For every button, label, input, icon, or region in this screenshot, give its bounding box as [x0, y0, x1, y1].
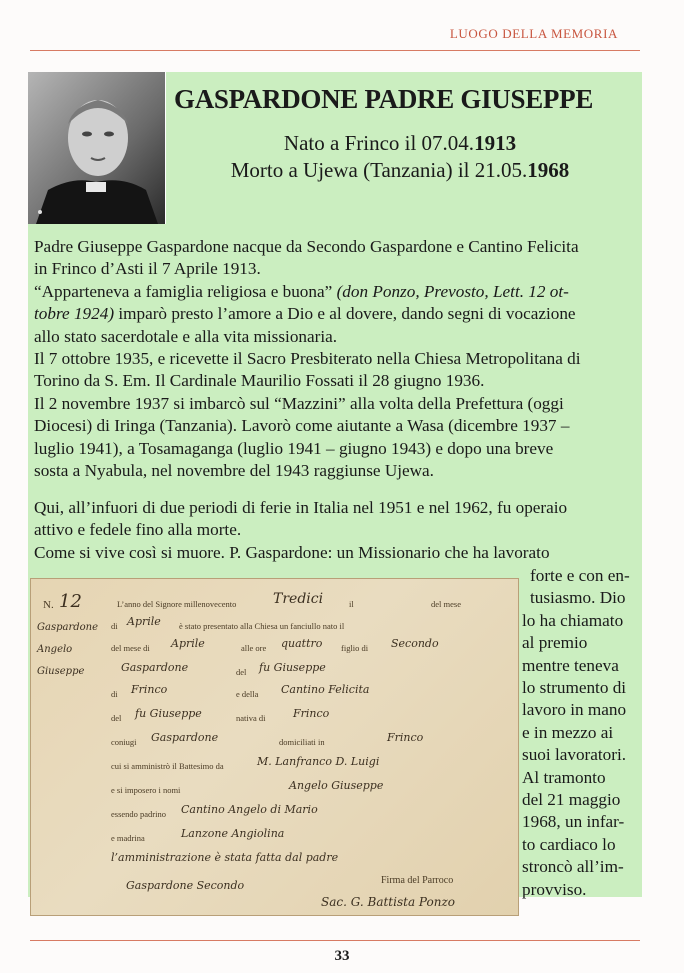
closing-line: Come si vive così si muore. P. Gaspardone: un Missionario che ha lavorato: [34, 542, 550, 562]
record-printed: nativa di: [236, 713, 266, 723]
baptism-record-image: [30, 578, 519, 916]
record-handwritten: M. Lanfranco D. Luigi: [257, 755, 380, 768]
side-line: to cardiaco lo: [522, 834, 616, 854]
record-printed: il: [349, 599, 354, 609]
record-printed: L’anno del Signore millenovecento: [117, 599, 237, 609]
record-printed: e della: [236, 689, 259, 699]
side-line: 1968, un infar-: [522, 812, 625, 832]
bio-line: Diocesi) di Iringa (Tanzania). Lavorò come aiutante a Wasa (dicembre 1937 –: [34, 416, 570, 436]
death-text: Morto a Ujewa (Tanzania) il 21.05.: [230, 158, 528, 182]
record-handwritten: Angelo Giuseppe: [289, 779, 384, 792]
bio-line: Il 2 novembre 1937 si imbarcò sul “Mazzini” alla volta della Prefettura (oggi: [34, 393, 564, 413]
bio-line: Torino da S. Em. Il Cardinale Maurilio Fossati il 28 giugno 1936.: [34, 371, 485, 391]
quote-citation: (don Ponzo, Prevosto, Lett. 12 ot-: [336, 281, 569, 301]
death-year: 1968: [527, 158, 570, 182]
record-handwritten: Gaspardone: [151, 731, 219, 744]
record-printed: e madrina: [111, 833, 145, 843]
side-line: stroncò all’im-: [522, 857, 624, 877]
record-handwritten: Lanzone Angiolina: [181, 827, 285, 840]
quote-line-continued: [34, 303, 634, 325]
death-line: [170, 158, 630, 183]
bio-line: Il 7 ottobre 1935, e ricevette il Sacro Presbiterato nella Chiesa Metropolitana di: [34, 349, 581, 369]
record-margin-name: Gaspardone Angelo Giuseppe: [37, 622, 99, 677]
quote-after-text: imparò presto l’amore a Dio e al dovere, dando segni di vocazione: [114, 304, 576, 324]
bio-line: sosta a Nyabula, nel novembre del 1943 raggiunse Ujewa.: [34, 461, 434, 481]
quote-citation-end: tobre 1924): [34, 304, 115, 324]
page-title: GASPARDONE PADRE GIUSEPPE: [174, 84, 594, 114]
record-printed: di: [111, 689, 118, 699]
biography-paragraph: [34, 236, 634, 482]
record-printed: e si imposero i nomi: [111, 785, 181, 795]
header-rule: [30, 50, 640, 51]
side-line: al premio: [522, 633, 588, 653]
record-printed: cui si amministrò il Battesimo da: [111, 761, 224, 771]
running-header: LUOGO DELLA MEMORIA: [449, 26, 618, 41]
record-printed: essendo padrino: [111, 809, 167, 819]
closing-line: Qui, all’infuori di due periodi di ferie in Italia nel 1951 e nel 1962, fu operaio: [34, 498, 568, 517]
record-printed: alle ore: [241, 643, 267, 653]
record-handwritten: Frinco: [131, 683, 168, 696]
record-handwritten: Cantino Felicita: [281, 683, 370, 696]
record-number-label: N.: [43, 599, 54, 611]
record-handwritten: fu Giuseppe: [135, 707, 202, 720]
quote-text: “Apparteneva a famiglia religiosa e buona”: [34, 281, 333, 301]
record-printed: Firma del Parroco: [381, 875, 454, 886]
side-line: suoi lavoratori.: [522, 745, 627, 765]
side-column-text: [522, 565, 642, 901]
record-number: 12: [59, 591, 82, 612]
side-line: Al tramonto: [522, 767, 606, 787]
side-line: tusiasmo. Dio: [530, 588, 626, 608]
record-handwritten: Tredici: [273, 591, 324, 607]
record-printed: è stato presentato alla Chiesa un fanciullo nato il: [179, 621, 345, 631]
page-number: 33: [334, 948, 350, 964]
record-printed: del: [111, 713, 122, 723]
record-priest-signature: Sac. G. Battista Ponzo: [321, 895, 456, 909]
side-line: e in mezzo ai: [522, 722, 614, 742]
record-handwritten: Frinco: [293, 707, 330, 720]
record-printed: di: [111, 621, 118, 631]
record-printed: coniugi: [111, 737, 137, 747]
side-line: del 21 maggio: [522, 790, 621, 810]
record-father-signature: Gaspardone Secondo: [126, 879, 245, 892]
side-line: lo strumento di: [522, 678, 627, 698]
record-handwritten: Gaspardone: [121, 661, 189, 674]
side-line: lavoro in mano: [522, 700, 627, 720]
quote-line: [34, 281, 634, 303]
portrait-photo: [28, 72, 166, 224]
side-line: forte e con en-: [530, 566, 630, 585]
bio-line: in Frinco d’Asti il 7 Aprile 1913.: [34, 259, 261, 279]
side-line: mentre teneva: [522, 655, 619, 675]
record-printed: del mese: [431, 599, 461, 609]
record-handwritten: quattro: [281, 637, 323, 650]
record-handwritten: Frinco: [387, 731, 424, 744]
record-handwritten: Cantino Angelo di Mario: [181, 803, 318, 816]
record-note: l’amministrazione è stata fatta dal padre: [111, 851, 339, 864]
record-handwritten: Aprile: [171, 637, 205, 650]
record-printed: domiciliati in: [279, 737, 325, 747]
record-handwritten: Aprile: [127, 615, 161, 628]
bio-line: luglio 1941), a Tosamaganga (luglio 1941 – giugno 1943) e dopo una breve: [34, 438, 554, 458]
closing-line: attivo e fedele fino alla morte.: [34, 520, 242, 540]
record-printed: del mese di: [111, 643, 150, 653]
birth-year: 1913: [474, 131, 517, 155]
side-line: lo ha chiamato: [522, 610, 624, 630]
record-printed: del: [236, 667, 247, 677]
bio-line: allo stato sacerdotale e alla vita missionaria.: [34, 326, 338, 346]
footer-rule: [30, 940, 640, 941]
side-line: provviso.: [522, 879, 587, 899]
birth-line: [170, 131, 630, 156]
record-printed: figlio di: [341, 643, 369, 653]
bio-line: Padre Giuseppe Gaspardone nacque da Secondo Gaspardone e Cantino Felicita: [34, 237, 579, 256]
record-handwritten: Secondo: [391, 637, 439, 650]
birth-text: Nato a Frinco il 07.04.: [283, 131, 475, 155]
closing-paragraph: [34, 497, 634, 564]
record-handwritten: fu Giuseppe: [259, 661, 326, 674]
